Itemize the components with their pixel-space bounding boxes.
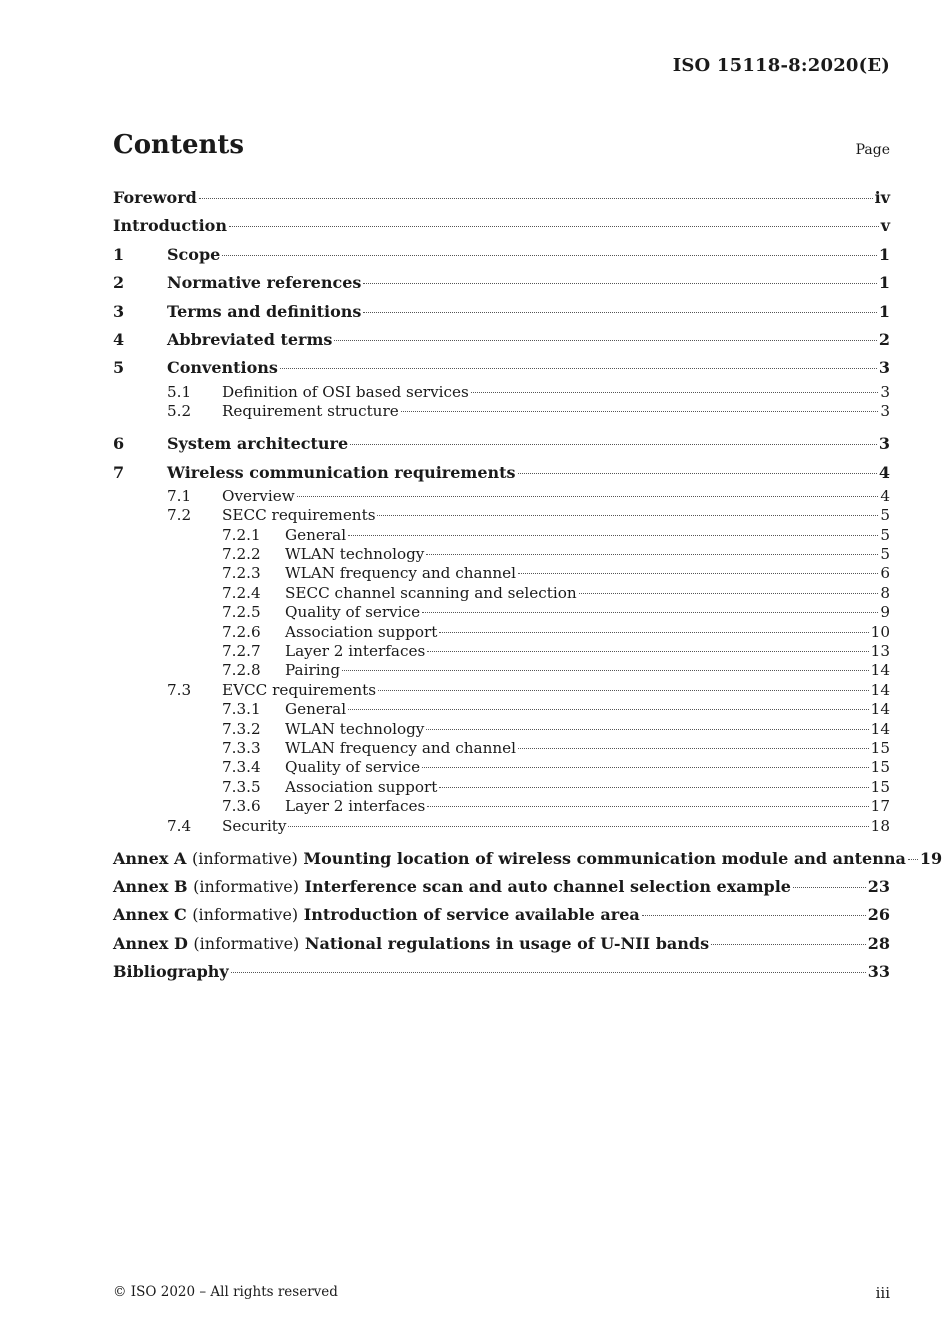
dot-leader xyxy=(439,632,868,633)
dot-leader xyxy=(229,226,879,227)
toc-entry-page: 3 xyxy=(880,402,890,421)
toc-entry-page: 28 xyxy=(867,933,890,953)
toc-entry-number: 7.3.5 xyxy=(222,777,261,796)
toc-entry[interactable] xyxy=(113,430,890,458)
toc-entry-page: 33 xyxy=(867,962,890,982)
dot-leader xyxy=(342,670,869,671)
toc-entry-page: 1 xyxy=(878,244,890,264)
toc-entry[interactable] xyxy=(113,778,890,797)
dot-leader xyxy=(908,859,918,860)
toc-entry-title: General xyxy=(285,525,347,544)
toc-entry-title: EVCC requirements xyxy=(222,680,377,699)
toc-entry-page: 14 xyxy=(870,680,890,699)
contents-header xyxy=(113,130,890,164)
toc-entry-page: 2 xyxy=(878,329,890,349)
toc-entry-number: 7.3.6 xyxy=(222,797,261,816)
toc-entry-page: 4 xyxy=(880,486,890,505)
toc-entry[interactable] xyxy=(113,930,890,958)
dot-leader xyxy=(401,411,879,412)
dot-leader xyxy=(427,806,868,807)
toc-entry-number: 5 xyxy=(113,358,125,378)
annex-label: Annex B xyxy=(113,876,188,896)
page-number: iii xyxy=(875,1284,890,1302)
toc-entry-number: 7.3.2 xyxy=(222,719,261,738)
toc-entry-title: Association support xyxy=(285,622,438,641)
toc-entry[interactable] xyxy=(113,873,890,901)
toc-entry-number: 7.3 xyxy=(167,680,192,699)
toc-entry-page: 10 xyxy=(870,622,890,641)
dot-leader xyxy=(471,392,879,393)
toc-entry-title: SECC channel scanning and selection xyxy=(285,583,577,602)
dot-leader xyxy=(199,198,873,199)
toc-entry-title: WLAN technology xyxy=(285,719,425,738)
dot-leader xyxy=(297,496,879,497)
toc-entry-number: 7.2.6 xyxy=(222,622,261,641)
toc-entry-title: General xyxy=(285,700,347,719)
toc-entry-title: Scope xyxy=(167,244,221,264)
toc-entry-title: SECC requirements xyxy=(222,506,376,525)
toc-entry-title: Quality of service xyxy=(285,758,421,777)
toc-entry[interactable] xyxy=(113,845,943,873)
dot-leader xyxy=(231,972,866,973)
toc-entry-page: iv xyxy=(874,188,890,207)
annex-label: Annex A xyxy=(113,848,187,868)
toc-entry[interactable] xyxy=(113,797,890,816)
dot-leader xyxy=(518,573,878,574)
toc-entry-number: 7.2.3 xyxy=(222,564,261,583)
copyright-notice: © ISO 2020 – All rights reserved xyxy=(113,1284,338,1300)
dot-leader xyxy=(363,283,876,284)
toc-entry-page: 15 xyxy=(870,777,890,796)
toc-entry-number: 1 xyxy=(113,244,125,264)
toc-entry-title xyxy=(113,873,791,901)
toc-entry-page: 5 xyxy=(880,545,890,564)
toc-entry-title: Conventions xyxy=(167,358,278,378)
document-id: ISO 15118-8:2020(E) xyxy=(672,55,890,76)
dot-leader xyxy=(439,787,868,788)
toc-entry-title: Abbreviated terms xyxy=(167,329,333,349)
toc-entry[interactable] xyxy=(113,758,890,777)
toc-entry[interactable] xyxy=(113,298,890,326)
dot-leader xyxy=(378,690,869,691)
toc-entry[interactable] xyxy=(113,681,890,700)
toc-entry-page: 18 xyxy=(870,816,890,835)
toc-entry-page: 14 xyxy=(870,700,890,719)
toc-entry-number: 7.3.3 xyxy=(222,738,261,757)
annex-label: Annex D xyxy=(113,933,188,953)
toc-entry[interactable] xyxy=(113,720,890,739)
toc-entry-page: 15 xyxy=(870,758,890,777)
dot-leader xyxy=(280,368,877,369)
dot-leader xyxy=(334,340,876,341)
annex-title: Interference scan and auto channel selection example xyxy=(304,876,791,896)
dot-leader xyxy=(350,444,877,445)
toc-entry-number: 2 xyxy=(113,273,125,293)
toc-entry[interactable] xyxy=(113,700,890,719)
dot-leader xyxy=(222,255,877,256)
dot-leader xyxy=(793,887,866,888)
toc-entry-title: WLAN frequency and channel xyxy=(285,738,516,757)
toc-entry[interactable] xyxy=(113,545,890,564)
toc-entry-title xyxy=(113,930,709,958)
page-column-label: Page xyxy=(855,142,890,158)
dot-leader xyxy=(377,515,878,516)
toc-entry-number: 7.1 xyxy=(167,486,192,505)
dot-leader xyxy=(348,709,869,710)
annex-title: Introduction of service available area xyxy=(303,905,640,925)
toc-entry-number: 5.1 xyxy=(167,382,192,401)
toc-entry[interactable] xyxy=(113,506,890,525)
toc-entry-number: 7 xyxy=(113,462,125,482)
toc-entry[interactable] xyxy=(113,817,890,836)
toc-entry-title xyxy=(113,901,640,929)
dot-leader xyxy=(363,312,876,313)
dot-leader xyxy=(422,767,869,768)
toc-entry-page: 23 xyxy=(867,876,890,896)
toc-entry-title: WLAN frequency and channel xyxy=(285,564,516,583)
toc-entry-page: 14 xyxy=(870,661,890,680)
toc-entry-title: Foreword xyxy=(113,188,197,207)
toc-entry[interactable] xyxy=(113,901,890,929)
toc-entry-number: 7.3.1 xyxy=(222,700,261,719)
toc-entry-number: 7.2.8 xyxy=(222,661,261,680)
dot-leader xyxy=(427,651,868,652)
toc-entry[interactable] xyxy=(113,326,890,354)
toc-entry-number: 7.2 xyxy=(167,506,192,525)
toc-entry-number: 7.2.2 xyxy=(222,545,261,564)
toc-entry[interactable] xyxy=(113,459,890,487)
toc-entry[interactable] xyxy=(113,739,890,758)
toc-entry-page: 5 xyxy=(880,525,890,544)
dot-leader xyxy=(642,915,866,916)
annex-informative-tag: (informative) xyxy=(193,933,300,953)
toc-entry[interactable] xyxy=(113,623,890,642)
toc-entry-title: Requirement structure xyxy=(222,402,399,421)
toc-entry-page: 3 xyxy=(878,434,890,454)
dot-leader xyxy=(426,554,878,555)
annex-label: Annex C xyxy=(113,905,187,925)
toc-entry[interactable] xyxy=(113,642,890,661)
table-of-contents xyxy=(113,184,943,986)
toc-entry[interactable] xyxy=(113,184,890,212)
toc-entry-title: System architecture xyxy=(167,434,349,454)
toc-entry-title: Layer 2 interfaces xyxy=(285,642,426,661)
toc-entry-page: 3 xyxy=(880,382,890,401)
dot-leader xyxy=(288,826,868,827)
annex-informative-tag: (informative) xyxy=(192,905,299,925)
toc-entry-title: Bibliography xyxy=(113,962,229,982)
toc-entry-page: 8 xyxy=(880,583,890,602)
toc-entry-page: 17 xyxy=(870,797,890,816)
toc-entry[interactable] xyxy=(113,584,890,603)
toc-entry-page: 14 xyxy=(870,719,890,738)
toc-entry-title: Overview xyxy=(222,486,295,505)
toc-entry-title: Pairing xyxy=(285,661,341,680)
annex-title: Mounting location of wireless communication module and antenna xyxy=(303,848,906,868)
toc-entry[interactable] xyxy=(113,661,890,680)
toc-entry-page: 1 xyxy=(878,273,890,293)
dot-leader xyxy=(422,612,878,613)
toc-entry-title: Association support xyxy=(285,777,438,796)
toc-entry-page: 6 xyxy=(880,564,890,583)
toc-entry-title: Terms and definitions xyxy=(167,301,362,321)
page-footer xyxy=(113,1284,890,1304)
dot-leader xyxy=(711,944,866,945)
toc-entry[interactable] xyxy=(113,241,890,269)
annex-informative-tag: (informative) xyxy=(193,876,299,896)
toc-entry[interactable] xyxy=(113,603,890,622)
toc-entry-title: Security xyxy=(222,816,287,835)
dot-leader xyxy=(518,748,869,749)
toc-entry-number: 5.2 xyxy=(167,402,192,421)
toc-entry-page: 1 xyxy=(878,301,890,321)
annex-title: National regulations in usage of U-NII bands xyxy=(304,933,710,953)
toc-entry-page: 13 xyxy=(870,642,890,661)
toc-entry-number: 7.3.4 xyxy=(222,758,261,777)
toc-entry[interactable] xyxy=(113,487,890,506)
toc-entry-page: 15 xyxy=(870,738,890,757)
dot-leader xyxy=(426,729,868,730)
toc-entry[interactable] xyxy=(113,564,890,583)
toc-entry-page: 9 xyxy=(880,603,890,622)
toc-entry-page: 3 xyxy=(878,358,890,378)
toc-entry-number: 7.2.5 xyxy=(222,603,261,622)
toc-entry[interactable] xyxy=(113,526,890,545)
toc-entry-title: Introduction xyxy=(113,216,227,236)
dot-leader xyxy=(518,473,877,474)
toc-entry-number: 4 xyxy=(113,329,125,349)
annex-informative-tag: (informative) xyxy=(191,848,298,868)
toc-entry-title: Layer 2 interfaces xyxy=(285,797,426,816)
toc-entry[interactable] xyxy=(113,958,890,986)
toc-entry[interactable] xyxy=(113,383,890,402)
toc-entry-page: v xyxy=(880,216,890,236)
toc-entry-number: 7.2.1 xyxy=(222,525,261,544)
toc-entry-number: 7.4 xyxy=(167,816,192,835)
toc-entry-title: Normative references xyxy=(167,273,362,293)
dot-leader xyxy=(348,535,878,536)
toc-entry-title: Definition of OSI based services xyxy=(222,382,469,401)
toc-entry-title: Quality of service xyxy=(285,603,421,622)
toc-entry[interactable] xyxy=(113,354,890,382)
toc-entry[interactable] xyxy=(113,269,890,297)
toc-entry-page: 19 xyxy=(919,848,943,868)
toc-entry-page: 5 xyxy=(880,506,890,525)
toc-entry-number: 3 xyxy=(113,301,125,321)
toc-entry-number: 6 xyxy=(113,434,125,454)
dot-leader xyxy=(579,593,879,594)
toc-entry[interactable] xyxy=(113,212,890,240)
toc-entry-title: WLAN technology xyxy=(285,545,425,564)
toc-entry[interactable] xyxy=(113,402,890,421)
page-title: Contents xyxy=(113,130,245,160)
toc-entry-title xyxy=(113,845,906,873)
toc-entry-number: 7.2.4 xyxy=(222,583,261,602)
toc-entry-number: 7.2.7 xyxy=(222,642,261,661)
toc-entry-title: Wireless communication requirements xyxy=(167,462,516,482)
toc-entry-page: 4 xyxy=(878,462,890,482)
toc-entry-page: 26 xyxy=(867,905,890,925)
